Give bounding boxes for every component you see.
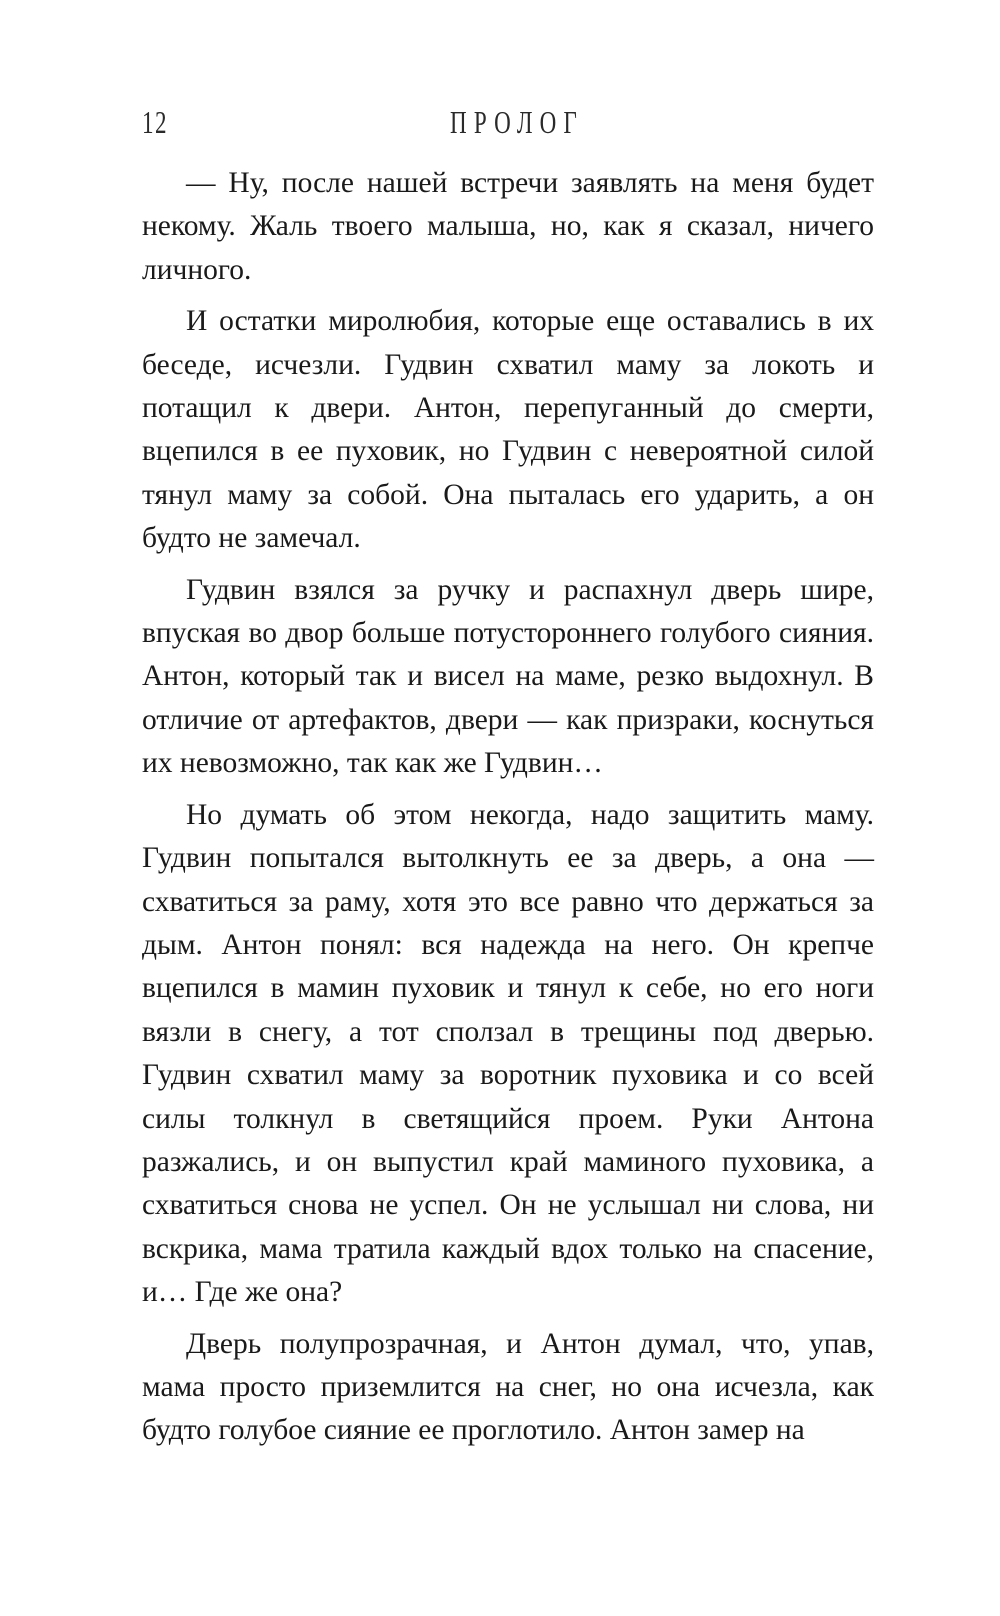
body-text (142, 162, 874, 1461)
paragraph: Но думать об этом некогда, надо защитить маму. Гудвин попытался вытолкнуть ее за дверь, а она — схватиться за раму, хотя это все равно что держаться за дым. Антон понял: вся надежда на него. Он крепче вцепился в мамин пуховик и тянул к себе, но его ноги вязли в снегу, а тот сползал в трещины под дверью. Гудвин схватил маму за воротник пуховика и со всей силы толкнул в светящийся проем. Руки Антона разжались, и он выпустил край маминого пуховика, а схватиться снова не успел. Он не услышал ни слова, ни вскрика, мама тратила каждый вдох только на спасение, и… Где же она? (142, 798, 874, 1309)
page-number: 12 (142, 104, 168, 140)
paragraph: Дверь полупрозрачная, и Антон думал, что, упав, мама просто приземлится на снег, но она исчезла, как будто голубое сияние ее проглотило. Антон замер на (142, 1327, 874, 1447)
paragraph: — Ну, после нашей встречи заявлять на меня будет некому. Жаль твоего малыша, но, как я сказал, ничего личного. (142, 167, 874, 286)
chapter-title: ПРОЛОГ (450, 104, 585, 140)
paragraph: Гудвин взялся за ручку и распахнул дверь шире, впуская во двор больше потустороннего голубого сияния. Антон, который так и висел на маме, резко выдохнул. В отличие от артефактов, двери — как призраки, коснуться их невозможно, так как же Гудвин… (142, 573, 874, 780)
paragraph: И остатки миролюбия, которые еще оставались в их беседе, исчезли. Гудвин схватил маму за локоть и потащил к двери. Антон, перепуганный до смерти, вцепился в ее пуховик, но Гудвин с невероятной силой тянул маму за собой. Она пыталась его ударить, а он будто не замечал. (142, 305, 874, 555)
running-head (142, 104, 872, 144)
